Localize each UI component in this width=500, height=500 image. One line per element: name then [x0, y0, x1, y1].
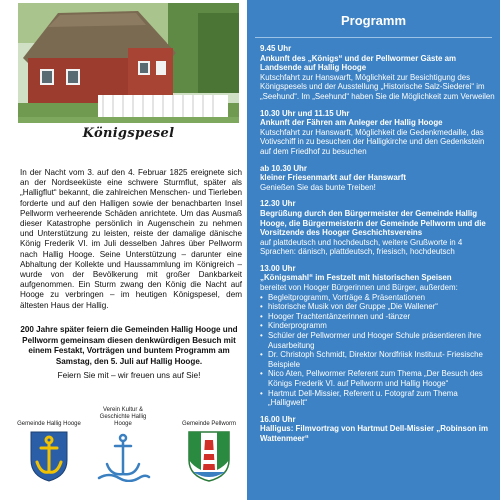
entry-time: 16.00 Uhr — [260, 414, 296, 424]
entry-head: „Königsmahl“ im Festzelt mit historischen Speisen — [260, 273, 452, 283]
entry-body: bereitet von Hooger Bürgerinnen und Bürger, außerdem: — [260, 283, 458, 293]
entry-time: ab 10.30 Uhr — [260, 163, 307, 173]
entry-body: Genießen Sie das bunte Treiben! — [260, 182, 376, 192]
list-item: • Hooger Trachtentänzerinnen und -tänzer — [260, 312, 496, 322]
entry-time: 10.30 Uhr und 11.15 Uhr — [260, 108, 350, 118]
crest-caption: Gemeinde Pellworm — [181, 421, 237, 427]
program-divider — [255, 37, 492, 38]
crest-caption: Verein Kultur & Geschichte Hallig Hooge — [99, 407, 147, 427]
crest-pellworm — [176, 406, 242, 482]
entry-head: kleiner Friesenmarkt auf der Hanswarft — [260, 173, 407, 183]
program-entry — [260, 109, 496, 157]
list-item: • Begleitprogramm, Vorträge & Präsentationen — [260, 293, 496, 303]
program-list — [260, 44, 496, 451]
list-item: • Schüler der Pellwormer und Hooger Schule präsentieren ihre Ausarbeitung — [260, 331, 496, 350]
intro-text: In der Nacht vom 3. auf den 4. Februar 1825 ereignete sich an der Nordseeküste eine schwere Sturmflut, später als „Halligflut“ bekannt, die zahlreichen Menschen- und Tierleben forderte und auf den Halligen sowie der benachbarten Insel Pellworm verheerende Schäden anrichtete. Um das Ausmaß dieser Katastrophe persönlich in Augenschein zu nehmen und Unterstützung zu leisten, reiste der damalige dänische König Frederik VI. im Juli desselben Jahres über Pellworm nach Hallig Hooge. Seine Unterstützung – darunter eine Abhaltung der Kollekte und Haussammlung im Königreich – wurde von der Bevölkerung mit großer Dankbarkeit aufgenommen. Ein Sturm zwang den König die Nacht auf Hooge zu verbringen – im heutigen Königspesel, dem ältesten Haus der Hallig. — [20, 168, 242, 310]
program-panel — [247, 0, 500, 500]
list-item: • Nico Aten, Pellwormer Referent zum Thema „Der Besuch des Königs Frederik VI. auf Pellworm und Hallig Hooge“ — [260, 369, 496, 388]
crest-caption: Gemeinde Hallig Hooge — [17, 421, 81, 427]
program-entry — [260, 199, 496, 257]
anchor-emblem-icon — [95, 430, 151, 482]
anchor-crest-icon — [29, 430, 69, 482]
entry-time: 9.45 Uhr — [260, 44, 292, 53]
program-heading: Programm — [340, 12, 407, 28]
lighthouse-crest-icon — [187, 430, 231, 482]
program-entry — [260, 264, 496, 408]
entry-time: 12.30 Uhr — [260, 199, 296, 209]
koenigspesel-photo — [18, 3, 239, 123]
entry-body: auf plattdeutsch und hochdeutsch, weitere Grußworte in 4 Sprachen: dänisch, plattdeutsch, friesisch, hochdeutsch — [260, 237, 463, 257]
entry-head: Ankunft der Fähren am Anleger der Hallig Hooge — [260, 118, 443, 128]
entry-body: Kutschfahrt zur Hanswarft, Möglichkeit zur Besichtigung des Königspesels und der Ausstellung „Historische Salz-Siederei“ im „Seehund“. Im „Seehund“ haben Sie die Möglichkeit zum Verweilen — [260, 72, 495, 101]
list-item: • Kinderprogramm — [260, 321, 496, 331]
list-item: • Dr. Christoph Schmidt, Direktor Nordfriisk Instituut- Friesische Beispiele — [260, 350, 496, 369]
closing-line: Feiern Sie mit – wir freuen uns auf Sie! — [57, 370, 201, 380]
list-item: • historische Musik von der Gruppe „Die Wallener“ — [260, 302, 496, 312]
left-column — [0, 0, 244, 500]
crest-verein — [90, 406, 156, 482]
entry-head: Halligus: Filmvortrag von Hartmut Dell-Missier „Robinson im Wattenmeer“ — [260, 424, 488, 443]
entry-body: Kutschfahrt zur Hanswarft, Möglichkeit die Gedenkmedaille, das Votivschiff in zu besuchen der Halligkirche und den Gedenkstein auf dem Friedhof zu besuchen — [260, 127, 485, 156]
entry-head: Ankunft des „Königs“ und der Pellwormer Gäste am Landsende auf Hallig Hooge — [260, 53, 456, 73]
event-announcement: 200 Jahre später feiern die Gemeinden Hallig Hooge und Pellworm gemeinsam diesen denkwürdigen Besuch mit einem Festakt, Vorträgen und buntem Programm am Samstag, den 5. Juli auf Hallig Hooge. — [20, 325, 238, 366]
program-entry — [260, 44, 496, 102]
crest-hallig-hooge — [16, 406, 82, 482]
page-title: Königspesel — [82, 126, 175, 141]
list-item: • Hartmut Dell-Missier, Referent u. Fotograf zum Thema „Halligwelt“ — [260, 389, 496, 408]
entry-head: Begrüßung durch den Bürgermeister der Gemeinde Hallig Hooge, die Bürgermeisterin der Gemeinde Pellworm und die Vorsitzende des Hooger Geschichtsvereins — [260, 208, 486, 238]
thatched-house-image — [18, 3, 239, 123]
entry-bullet-list — [260, 293, 496, 408]
program-entry — [260, 415, 496, 444]
program-entry — [260, 164, 496, 193]
entry-time: 13.00 Uhr — [260, 263, 296, 273]
